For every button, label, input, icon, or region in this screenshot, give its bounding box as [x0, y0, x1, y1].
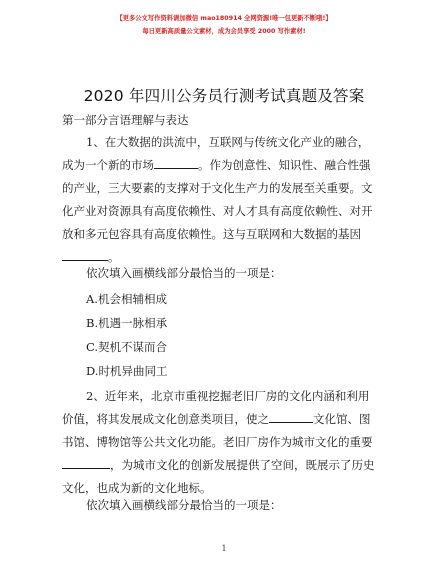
- answer-blank: [62, 249, 108, 261]
- page-number: 1: [221, 544, 227, 553]
- promo-banner-line2: 每日更新高质量公文素材，成为会员享受 2000 写作素材!: [142, 28, 306, 35]
- question-2-line: 书馆、博物馆等公共文化功能。老旧厂房作为城市文化的重要: [62, 435, 373, 449]
- question-2-text: ，为城市文化的创新发展提供了空间，既展示了历史: [110, 458, 375, 472]
- promo-banner: [0, 12, 448, 38]
- answer-blank: [62, 457, 110, 469]
- question-1-option-d: D.时机异曲同工: [86, 364, 168, 378]
- question-2-line: [62, 454, 392, 477]
- document-title: 2020 年四川公务员行测考试真题及答案: [83, 87, 365, 105]
- question-2-line: [62, 408, 392, 431]
- question-1-line: 化产业对资源具有高度依赖性、对人才具有高度依赖性、对开: [62, 204, 373, 218]
- question-1-option-a: A.机会相辅相成: [86, 292, 167, 306]
- promo-banner-line1: 【更多公文写作资料请加微信 mao180914 全网资源!唯一包更新不断哦!】: [116, 15, 332, 22]
- question-2-line: 2、近年来，北京市重视挖掘老旧厂房的文化内涵和利用: [86, 389, 370, 403]
- section-heading: 第一部分言语理解与表达: [62, 113, 189, 127]
- question-1-text: 。作为创意性、知识性、融合性强: [198, 158, 371, 172]
- question-2-line: 文化，也成为新的文化地标。: [62, 481, 212, 495]
- question-1-line: 1、在大数据的洪流中，互联网与传统文化产业的融合，: [86, 135, 370, 149]
- question-1-text: 成为一个新的市场: [62, 158, 154, 172]
- question-2-stem: [62, 385, 392, 500]
- question-1-line: 放和多元包容具有高度依赖性。这与互联网和大数据的基因: [62, 227, 361, 241]
- answer-blank: [269, 411, 313, 423]
- question-2-prompt: 依次填入画横线部分最恰当的一项是：: [86, 498, 282, 512]
- answer-blank: [154, 157, 198, 169]
- question-2-text: 价值，将其发展成文化创意类项目，使之: [62, 412, 269, 426]
- question-1-stem: [62, 131, 392, 269]
- question-1-line: 的产业，三大要素的支撑对于文化生产力的发展至关重要。文: [62, 181, 373, 195]
- question-1-prompt: 依次填入画横线部分最恰当的一项是：: [86, 266, 282, 280]
- question-1-line: [62, 154, 392, 177]
- question-1-option-b: B.机遇一脉相承: [86, 316, 168, 330]
- question-1-text: 。: [108, 250, 120, 264]
- question-1-option-c: C.契机不谋而合: [86, 340, 168, 354]
- question-2-text: 文化馆、图: [313, 412, 371, 426]
